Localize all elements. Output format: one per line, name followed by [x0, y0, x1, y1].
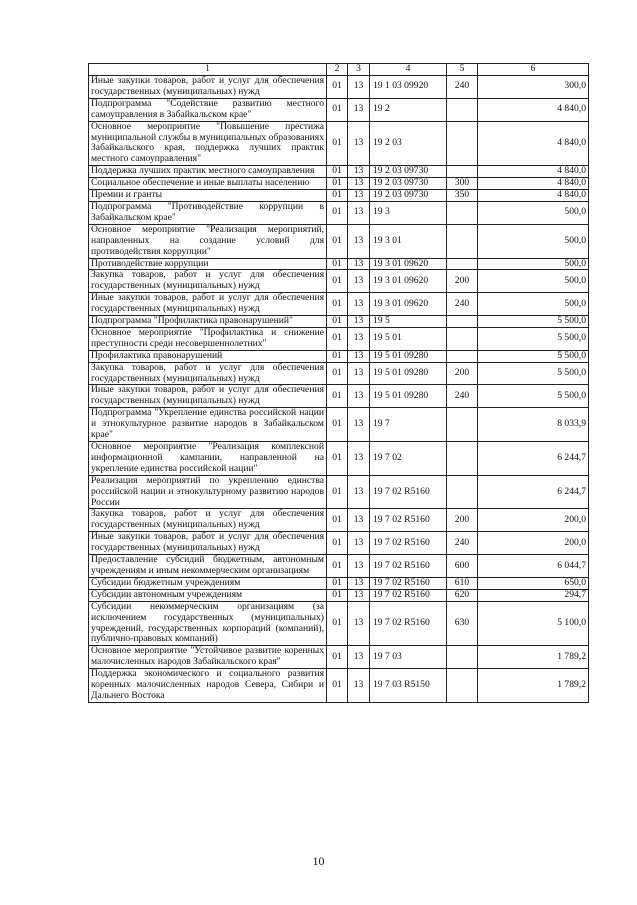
table-row — [89, 327, 589, 350]
row-expense-type — [447, 258, 478, 270]
row-target-code: 19 7 02 R5160 — [370, 577, 447, 589]
row-subsection: 13 — [348, 224, 370, 258]
table-row — [89, 178, 589, 190]
table-row — [89, 190, 589, 202]
row-name: Закупка товаров, работ и услуг для обеспечения государственных (муниципальных) нужд — [89, 509, 327, 532]
row-expense-type: 350 — [447, 190, 478, 202]
row-section: 01 — [327, 327, 348, 350]
row-target-code: 19 5 — [370, 316, 447, 328]
row-subsection: 13 — [348, 669, 370, 703]
table-row — [89, 258, 589, 270]
row-subsection: 13 — [348, 98, 370, 121]
row-expense-type: 610 — [447, 577, 478, 589]
table-row — [89, 166, 589, 178]
row-target-code: 19 2 03 09730 — [370, 178, 447, 190]
row-subsection: 13 — [348, 385, 370, 408]
row-subsection: 13 — [348, 316, 370, 328]
row-subsection: 13 — [348, 293, 370, 316]
row-amount: 5 500,0 — [478, 316, 589, 328]
row-amount: 5 500,0 — [478, 350, 589, 362]
row-name: Закупка товаров, работ и услуг для обеспечения государственных (муниципальных) нужд — [89, 362, 327, 385]
page-number: 10 — [312, 854, 325, 868]
row-name: Основное мероприятие "Устойчивое развитие коренных малочисленных народов Забайкальского края" — [89, 646, 327, 669]
row-target-code: 19 5 01 — [370, 327, 447, 350]
row-amount: 500,0 — [478, 293, 589, 316]
table-row — [89, 589, 589, 601]
row-amount: 300,0 — [478, 76, 589, 99]
row-expense-type: 240 — [447, 532, 478, 555]
row-name: Поддержка лучших практик местного самоуправления — [89, 166, 327, 178]
row-name: Основное мероприятие "Реализация мероприятий, направленных на создание условий для противодействия коррупции" — [89, 224, 327, 258]
row-section: 01 — [327, 601, 348, 646]
row-expense-type: 300 — [447, 178, 478, 190]
row-amount: 650,0 — [478, 577, 589, 589]
row-section: 01 — [327, 224, 348, 258]
row-section: 01 — [327, 166, 348, 178]
row-section: 01 — [327, 258, 348, 270]
row-subsection: 13 — [348, 270, 370, 293]
row-target-code: 19 7 03 — [370, 646, 447, 669]
column-header: 4 — [370, 64, 447, 76]
table-row — [89, 362, 589, 385]
row-amount: 5 500,0 — [478, 327, 589, 350]
row-target-code: 19 5 01 09280 — [370, 362, 447, 385]
row-expense-type — [447, 224, 478, 258]
row-name: Поддержка экономического и социального развития коренных малочисленных народов Севера, Сибири и Дальнего Востока — [89, 669, 327, 703]
row-amount: 4 840,0 — [478, 190, 589, 202]
row-subsection: 13 — [348, 121, 370, 166]
row-name: Субсидии автономным учреждениям — [89, 589, 327, 601]
row-expense-type: 630 — [447, 601, 478, 646]
row-section: 01 — [327, 385, 348, 408]
row-amount: 4 840,0 — [478, 178, 589, 190]
row-section: 01 — [327, 646, 348, 669]
row-section: 01 — [327, 669, 348, 703]
row-name: Премии и гранты — [89, 190, 327, 202]
row-expense-type — [447, 327, 478, 350]
table-row — [89, 121, 589, 166]
table-row — [89, 408, 589, 442]
row-subsection: 13 — [348, 408, 370, 442]
row-section: 01 — [327, 442, 348, 476]
row-expense-type: 240 — [447, 293, 478, 316]
row-target-code: 19 7 02 R5160 — [370, 555, 447, 578]
row-amount: 200,0 — [478, 509, 589, 532]
row-target-code: 19 5 01 09280 — [370, 385, 447, 408]
row-section: 01 — [327, 270, 348, 293]
row-name: Основное мероприятие "Повышение престижа муниципальной службы в муниципальных образованиях Забайкальского края, поддержка лучших практик местного самоуправления" — [89, 121, 327, 166]
row-target-code: 19 1 03 09920 — [370, 76, 447, 99]
row-section: 01 — [327, 408, 348, 442]
row-target-code: 19 2 03 09730 — [370, 166, 447, 178]
table-header-row — [89, 64, 589, 76]
row-target-code: 19 3 01 — [370, 224, 447, 258]
row-section: 01 — [327, 121, 348, 166]
row-amount: 200,0 — [478, 532, 589, 555]
row-amount: 294,7 — [478, 589, 589, 601]
row-section: 01 — [327, 577, 348, 589]
row-target-code: 19 7 02 R5160 — [370, 601, 447, 646]
row-target-code: 19 5 01 09280 — [370, 350, 447, 362]
row-subsection: 13 — [348, 327, 370, 350]
table-row — [89, 350, 589, 362]
row-name: Закупка товаров, работ и услуг для обеспечения государственных (муниципальных) нужд — [89, 270, 327, 293]
row-name: Подпрограмма "Содействие развитию местного самоуправления в Забайкальском крае" — [89, 98, 327, 121]
row-subsection: 13 — [348, 555, 370, 578]
row-target-code: 19 3 01 09620 — [370, 270, 447, 293]
row-target-code: 19 7 — [370, 408, 447, 442]
row-expense-type — [447, 166, 478, 178]
row-subsection: 13 — [348, 509, 370, 532]
row-amount: 1 789,2 — [478, 669, 589, 703]
table-row — [89, 646, 589, 669]
table-row — [89, 577, 589, 589]
table-row — [89, 509, 589, 532]
row-name: Реализация мероприятий по укреплению единства российской нации и этнокультурному развитию народов России — [89, 475, 327, 509]
row-amount: 6 244,7 — [478, 442, 589, 476]
row-name: Иные закупки товаров, работ и услуг для обеспечения государственных (муниципальных) нужд — [89, 385, 327, 408]
row-section: 01 — [327, 509, 348, 532]
row-name: Иные закупки товаров, работ и услуг для обеспечения государственных (муниципальных) нужд — [89, 293, 327, 316]
column-header: 2 — [327, 64, 348, 76]
row-subsection: 13 — [348, 178, 370, 190]
row-name: Предоставление субсидий бюджетным, автономным учреждениям и иным некоммерческим организациям — [89, 555, 327, 578]
row-subsection: 13 — [348, 601, 370, 646]
row-target-code: 19 2 — [370, 98, 447, 121]
row-subsection: 13 — [348, 76, 370, 99]
row-section: 01 — [327, 589, 348, 601]
row-expense-type — [447, 316, 478, 328]
row-target-code: 19 3 01 09620 — [370, 293, 447, 316]
row-name: Иные закупки товаров, работ и услуг для обеспечения государственных (муниципальных) нужд — [89, 532, 327, 555]
table-row — [89, 601, 589, 646]
row-amount: 6 044,7 — [478, 555, 589, 578]
row-subsection: 13 — [348, 190, 370, 202]
table-row — [89, 98, 589, 121]
row-amount: 4 840,0 — [478, 121, 589, 166]
row-target-code: 19 7 02 — [370, 442, 447, 476]
row-section: 01 — [327, 350, 348, 362]
table-row — [89, 555, 589, 578]
row-section: 01 — [327, 293, 348, 316]
row-expense-type — [447, 669, 478, 703]
row-name: Основное мероприятие "Профилактика и снижение преступности среди несовершеннолетних" — [89, 327, 327, 350]
row-subsection: 13 — [348, 577, 370, 589]
budget-table-body — [89, 64, 589, 703]
row-amount: 8 033,9 — [478, 408, 589, 442]
row-subsection: 13 — [348, 532, 370, 555]
row-expense-type: 200 — [447, 509, 478, 532]
row-subsection: 13 — [348, 350, 370, 362]
table-row — [89, 475, 589, 509]
row-name: Подпрограмма "Профилактика правонарушений" — [89, 316, 327, 328]
row-expense-type: 620 — [447, 589, 478, 601]
table-row — [89, 442, 589, 476]
row-expense-type — [447, 646, 478, 669]
row-name: Иные закупки товаров, работ и услуг для обеспечения государственных (муниципальных) нужд — [89, 76, 327, 99]
row-section: 01 — [327, 178, 348, 190]
row-section: 01 — [327, 201, 348, 224]
row-expense-type — [447, 350, 478, 362]
row-target-code: 19 7 02 R5160 — [370, 475, 447, 509]
row-section: 01 — [327, 190, 348, 202]
row-amount: 4 840,0 — [478, 98, 589, 121]
row-name: Противодействие коррупции — [89, 258, 327, 270]
column-header: 1 — [89, 64, 327, 76]
row-name: Основное мероприятие "Реализация комплексной информационной кампании, направленной на укрепление единства российской нации" — [89, 442, 327, 476]
table-row — [89, 76, 589, 99]
budget-table — [88, 63, 589, 703]
row-expense-type: 200 — [447, 362, 478, 385]
row-section: 01 — [327, 316, 348, 328]
row-expense-type — [447, 408, 478, 442]
row-subsection: 13 — [348, 475, 370, 509]
row-expense-type — [447, 442, 478, 476]
row-expense-type — [447, 201, 478, 224]
row-amount: 5 100,0 — [478, 601, 589, 646]
row-subsection: 13 — [348, 362, 370, 385]
table-row — [89, 201, 589, 224]
row-amount: 5 500,0 — [478, 385, 589, 408]
row-subsection: 13 — [348, 166, 370, 178]
row-subsection: 13 — [348, 201, 370, 224]
row-name: Подпрограмма "Противодействие коррупции в Забайкальском крае" — [89, 201, 327, 224]
row-subsection: 13 — [348, 646, 370, 669]
row-target-code: 19 3 01 09620 — [370, 258, 447, 270]
row-section: 01 — [327, 475, 348, 509]
row-amount: 1 789,2 — [478, 646, 589, 669]
table-row — [89, 293, 589, 316]
row-subsection: 13 — [348, 258, 370, 270]
row-section: 01 — [327, 532, 348, 555]
row-target-code: 19 2 03 09730 — [370, 190, 447, 202]
table-row — [89, 270, 589, 293]
row-target-code: 19 7 02 R5160 — [370, 532, 447, 555]
table-row — [89, 224, 589, 258]
row-expense-type: 240 — [447, 76, 478, 99]
row-expense-type: 200 — [447, 270, 478, 293]
row-amount: 500,0 — [478, 258, 589, 270]
row-name: Профилактика правонарушений — [89, 350, 327, 362]
row-target-code: 19 7 02 R5160 — [370, 589, 447, 601]
row-expense-type: 240 — [447, 385, 478, 408]
column-header: 5 — [447, 64, 478, 76]
row-amount: 500,0 — [478, 270, 589, 293]
row-target-code: 19 7 02 R5160 — [370, 509, 447, 532]
row-section: 01 — [327, 98, 348, 121]
column-header: 3 — [348, 64, 370, 76]
row-subsection: 13 — [348, 442, 370, 476]
row-target-code: 19 2 03 — [370, 121, 447, 166]
row-amount: 5 500,0 — [478, 362, 589, 385]
row-name: Социальное обеспечение и иные выплаты населению — [89, 178, 327, 190]
row-target-code: 19 7 03 R5150 — [370, 669, 447, 703]
row-expense-type — [447, 475, 478, 509]
row-subsection: 13 — [348, 589, 370, 601]
table-row — [89, 669, 589, 703]
row-expense-type — [447, 121, 478, 166]
row-section: 01 — [327, 555, 348, 578]
row-name: Субсидии бюджетным учреждениям — [89, 577, 327, 589]
row-section: 01 — [327, 362, 348, 385]
row-name: Субсидии некоммерческим организациям (за исключением государственных (муниципальных) учреждений, государственных корпораций (компаний), публично-правовых компаний) — [89, 601, 327, 646]
row-name: Подпрограмма "Укрепление единства российской нации и этнокультурное развитие народов в Забайкальском крае" — [89, 408, 327, 442]
row-amount: 500,0 — [478, 224, 589, 258]
row-amount: 6 244,7 — [478, 475, 589, 509]
row-section: 01 — [327, 76, 348, 99]
row-amount: 4 840,0 — [478, 166, 589, 178]
table-row — [89, 532, 589, 555]
table-row — [89, 385, 589, 408]
row-expense-type: 600 — [447, 555, 478, 578]
column-header: 6 — [478, 64, 589, 76]
row-amount: 500,0 — [478, 201, 589, 224]
row-expense-type — [447, 98, 478, 121]
table-row — [89, 316, 589, 328]
row-target-code: 19 3 — [370, 201, 447, 224]
